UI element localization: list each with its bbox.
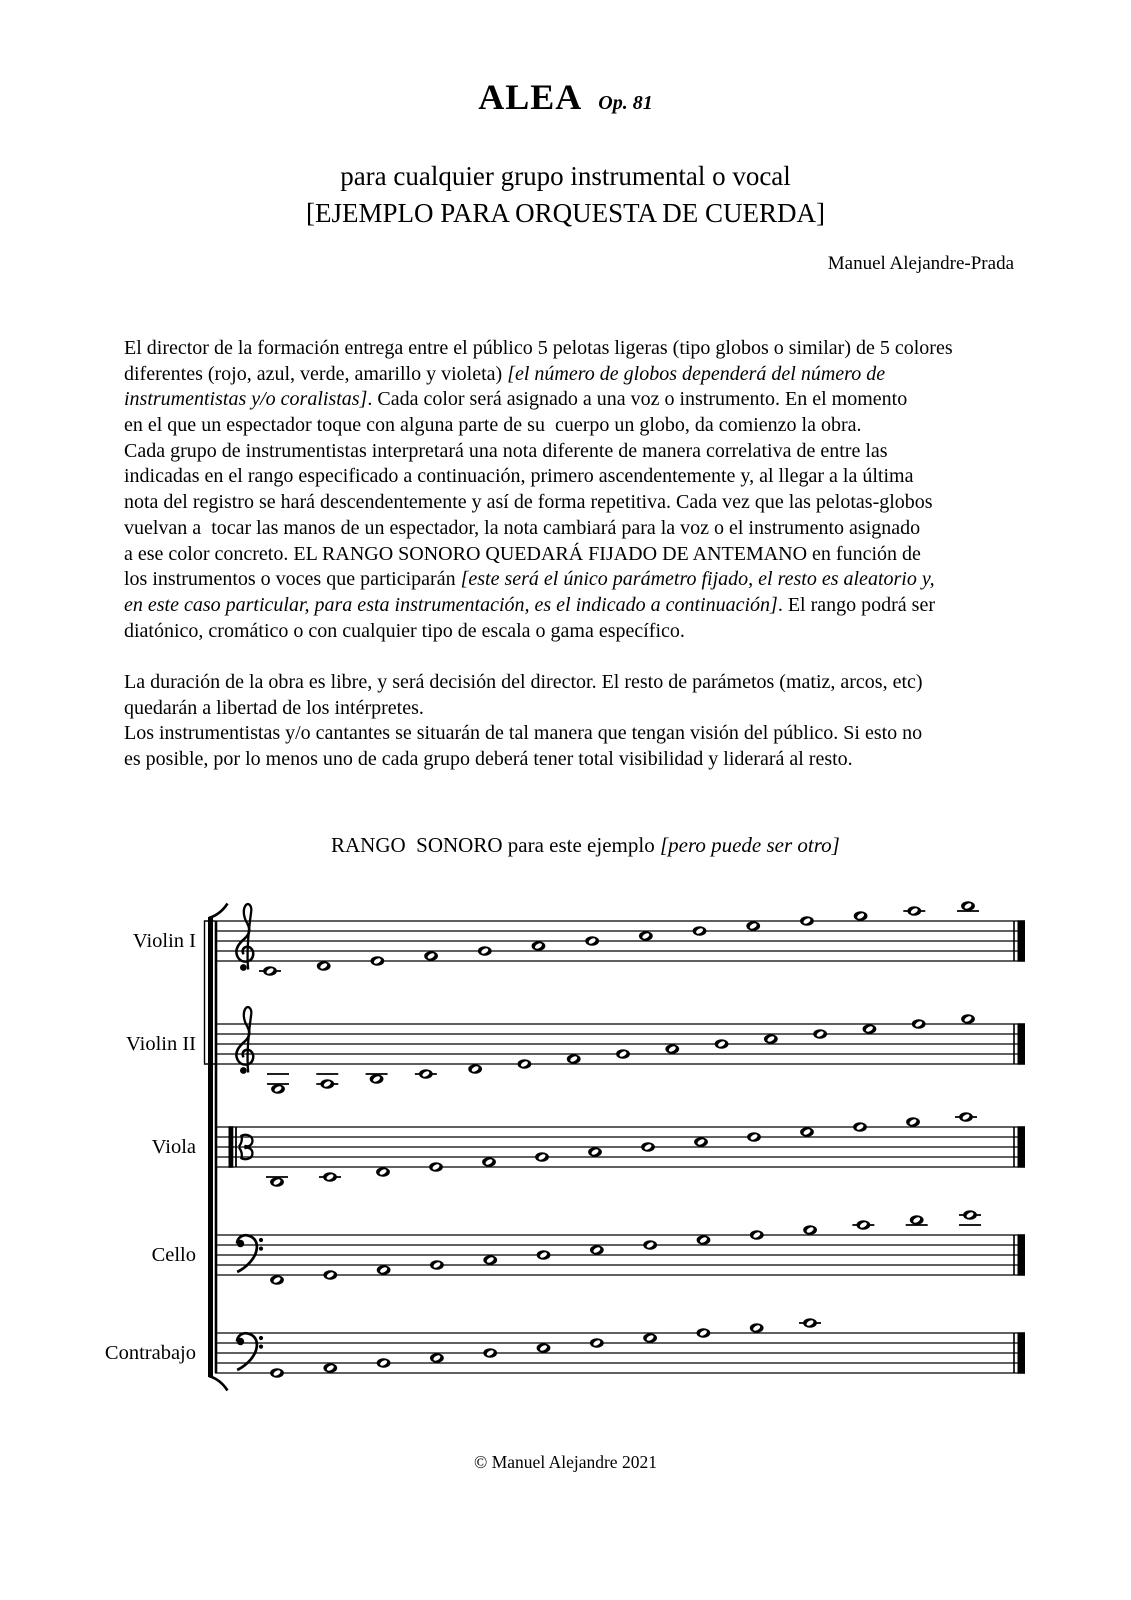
paragraph-line-italic-segment: en este caso particular, para esta instrumentación, es el indicado a continuación] xyxy=(124,593,778,616)
paragraph-line-segment: es posible, por lo menos uno de cada grupo deberá tener total visibilidad y liderará al resto. xyxy=(124,748,853,771)
bracket-bottom-hook xyxy=(209,1376,228,1391)
paragraph-line-segment: vuelvan a tocar las manos de un espectador, la nota cambiará para la voz o el instrumento asignado xyxy=(124,516,921,539)
paragraph-line-segment: quedarán a libertad de los intérpretes. xyxy=(124,696,424,719)
staff-violin-ii xyxy=(126,1007,1025,1094)
staff-label: Violin II xyxy=(126,1033,196,1055)
range-heading-italic-segment: [pero puede ser otro] xyxy=(659,833,840,857)
final-barline-thick xyxy=(1018,920,1026,961)
copyright-footer: © Manuel Alejandre 2021 xyxy=(474,1452,657,1472)
bass-clef-icon xyxy=(237,1235,263,1272)
paragraph-line-italic-segment: instrumentistas y/o coralistas] xyxy=(124,388,368,411)
staff-label: Cello xyxy=(151,1244,196,1266)
final-barline-thick xyxy=(1018,1332,1026,1373)
page-title: ALEA xyxy=(478,77,583,117)
final-barline-thick xyxy=(1018,1126,1026,1167)
final-barline-thick xyxy=(1018,1234,1026,1275)
paragraph-line-segment: indicadas en el rango especificado a continuación, primero ascendentemente y, al llegar a la última xyxy=(124,465,914,488)
paragraph-line-italic-segment: [este será el único parámetro fijado, el resto es aleatorio y, xyxy=(460,568,935,591)
bass-clef-icon xyxy=(237,1333,263,1370)
paragraph-line-segment: en el que un espectador toque con alguna parte de su cuerpo un globo, da comienzo la obra. xyxy=(124,414,862,437)
subtitle-line-1: para cualquier grupo instrumental o vocal xyxy=(340,161,791,191)
staff-label: Contrabajo xyxy=(104,1342,196,1364)
range-heading-segment: RANGO SONORO para este ejemplo xyxy=(331,833,660,857)
staff-viola xyxy=(152,1112,1025,1186)
paragraph-line-segment: La duración de la obra es libre, y será decisión del director. El resto de parámetos (matiz, arcos, etc) xyxy=(124,671,923,693)
subtitle-line-2: [EJEMPLO PARA ORQUESTA DE CUERDA] xyxy=(306,198,825,228)
staff-label: Violin I xyxy=(132,930,196,952)
staff-contrabajo xyxy=(105,1318,1025,1377)
paragraph-line-segment: Cada grupo de instrumentistas interpretará una nota diferente de manera correlativa de entre las xyxy=(124,439,888,462)
paragraph-line-segment: El director de la formación entrega entre el público 5 pelotas ligeras (tipo globos o similar) de 5 colores xyxy=(124,337,953,359)
paragraph-line-segment: nota del registro se hará descendentemente y así de forma repetitiva. Cada vez que las pelotas-globos xyxy=(124,491,933,514)
paragraph-line-segment: diferentes (rojo, azul, verde, amarillo y violeta) xyxy=(124,362,508,385)
paragraph-line-segment: Los instrumentistas y/o cantantes se situarán de tal manera que tengan visión del público. Si esto no xyxy=(124,722,923,745)
paragraph-line-segment: . El rango podrá ser xyxy=(777,593,935,616)
paragraph-line-italic-segment: [el número de globos dependerá del número de xyxy=(507,362,886,385)
staff-label: Viola xyxy=(151,1136,196,1158)
paragraph-line-segment: diatónico, cromático o con cualquier tipo de escala o gama específico. xyxy=(124,619,685,642)
author-name: Manuel Alejandre-Prada xyxy=(827,253,1014,274)
paragraph-line-segment: . Cada color será asignado a una voz o instrumento. En el momento xyxy=(367,388,908,411)
paragraph-line-segment: a ese color concreto. EL RANGO SONORO QUEDARÁ FIJADO DE ANTEMANO en función de xyxy=(124,542,921,565)
bracket-top-hook xyxy=(209,904,228,919)
final-barline-thick xyxy=(1018,1023,1026,1064)
opus-number: Op. 81 xyxy=(598,92,653,114)
staff-cello xyxy=(152,1210,1025,1284)
staff-violin-i xyxy=(133,901,1025,975)
system-bracket xyxy=(208,917,213,1377)
paragraph-line-segment: los instrumentos o voces que participarán xyxy=(124,568,461,591)
